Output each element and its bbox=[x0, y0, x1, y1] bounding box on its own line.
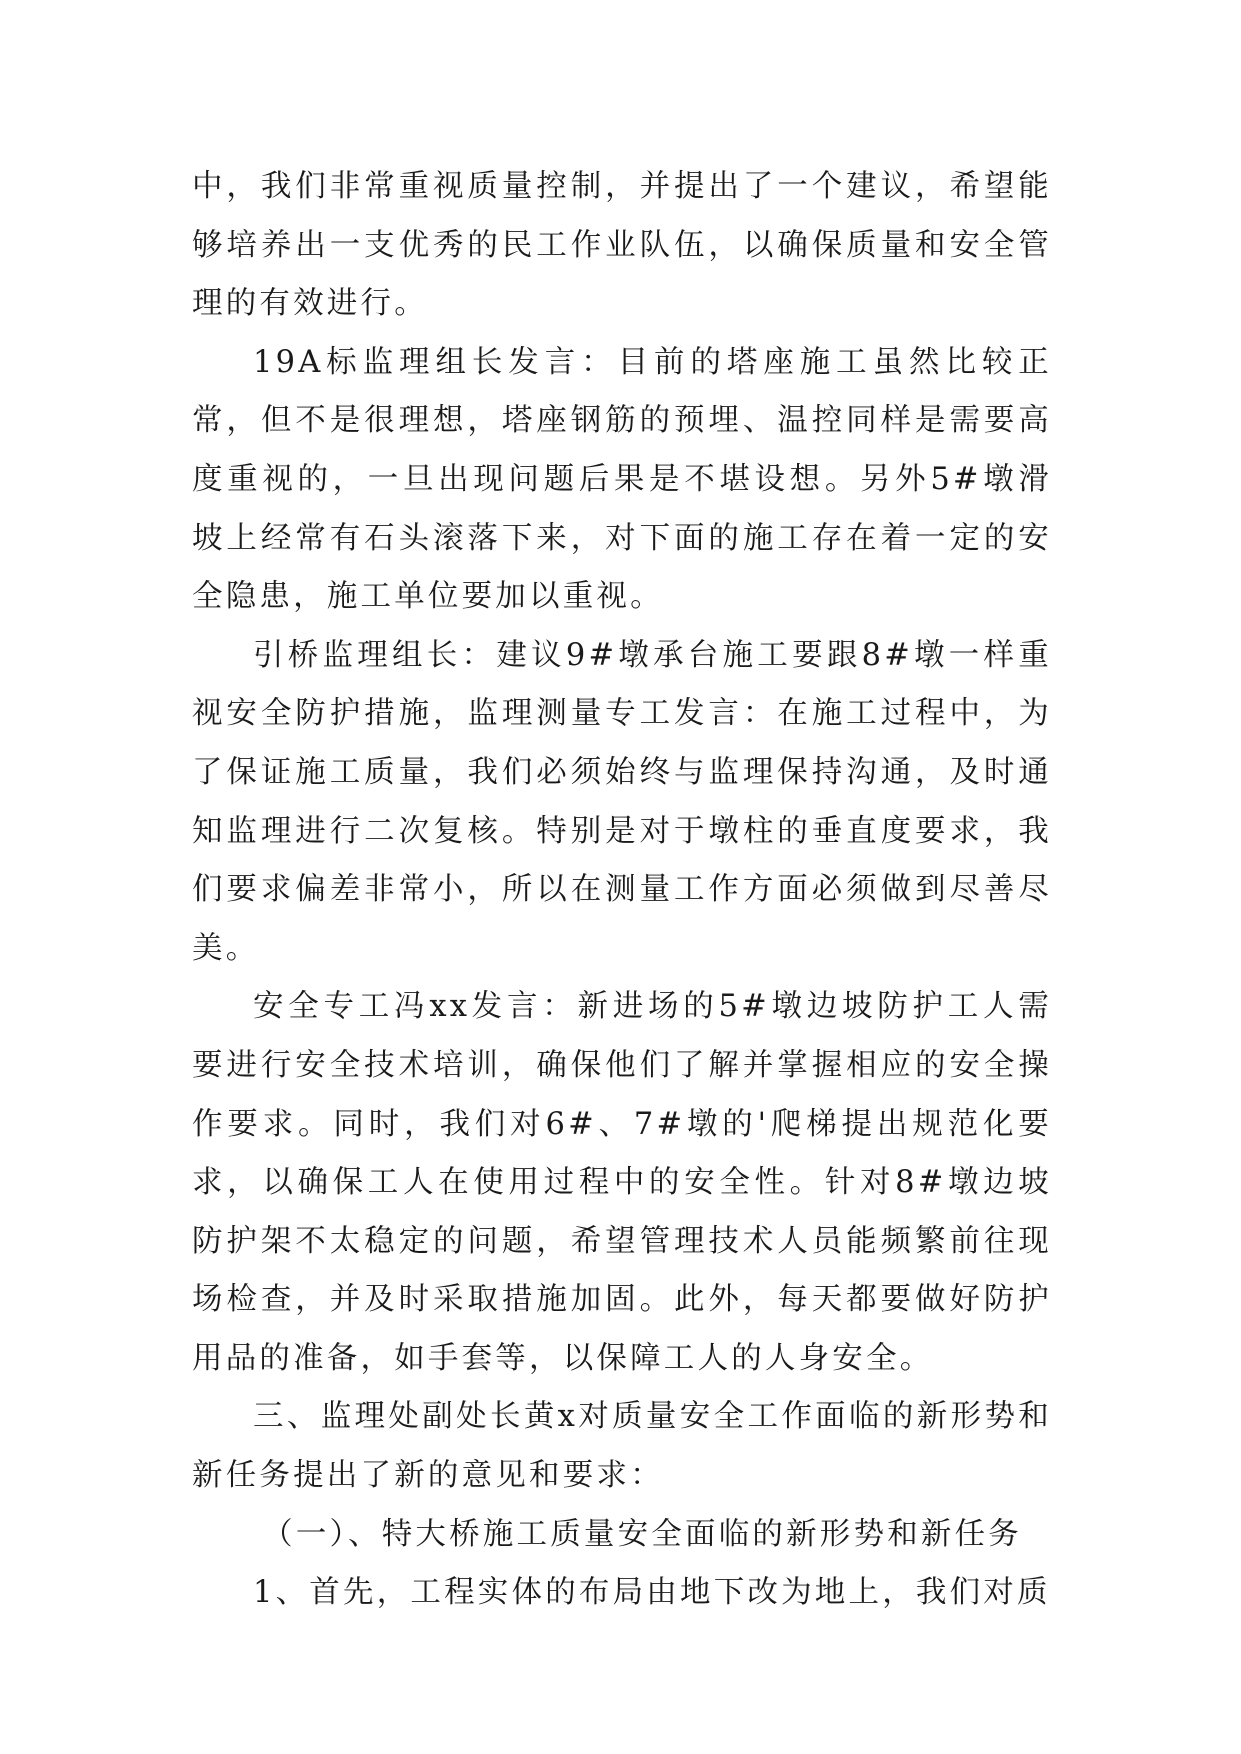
paragraph-item-one: 1、首先，工程实体的布局由地下改为地上，我们对质 bbox=[253, 1575, 1051, 1611]
paragraph-section-three: 三、监理处副处长黄x对质量安全工作面临的新形势和新任务提出了新的意见和要求： bbox=[192, 1399, 1052, 1494]
paragraph-19a-supervisor: 19A标监理组长发言：目前的塔座施工虽然比较正常，但不是很理想，塔座钢筋的预埋、温控同样是需要高度重视的，一旦出现问题后果是不堪设想。另外5#墩滑坡上经常有石头滚落下来，对下面的施工存在着一定的安全隐患，施工单位要加以重视。 bbox=[192, 344, 1052, 615]
document-body bbox=[192, 158, 1052, 1623]
paragraph-safety-engineer: 安全专工冯xx发言：新进场的5#墩边坡防护工人需要进行安全技术培训，确保他们了解并掌握相应的安全操作要求。同时，我们对6#、7#墩的'爬梯提出规范化要求，以确保工人在使用过程中的安全性。针对8#墩边坡防护架不太稳定的问题，希望管理技术人员能频繁前往现场检查，并及时采取措施加固。此外，每天都要做好防护用品的准备，如手套等，以保障工人的人身安全。 bbox=[192, 989, 1052, 1376]
subheading-one: （一）、特大桥施工质量安全面临的新形势和新任务 bbox=[262, 1516, 1022, 1552]
paragraph-approach-bridge-supervisor: 引桥监理组长：建议9#墩承台施工要跟8#墩一样重视安全防护措施，监理测量专工发言：在施工过程中，为了保证施工质量，我们必须始终与监理保持沟通，及时通知监理进行二次复核。特别是对于墩柱的垂直度要求，我们要求偏差非常小，所以在测量工作方面必须做到尽善尽美。 bbox=[192, 637, 1052, 966]
paragraph-continuation: 中，我们非常重视质量控制，并提出了一个建议，希望能够培养出一支优秀的民工作业队伍，以确保质量和安全管理的有效进行。 bbox=[192, 169, 1052, 322]
